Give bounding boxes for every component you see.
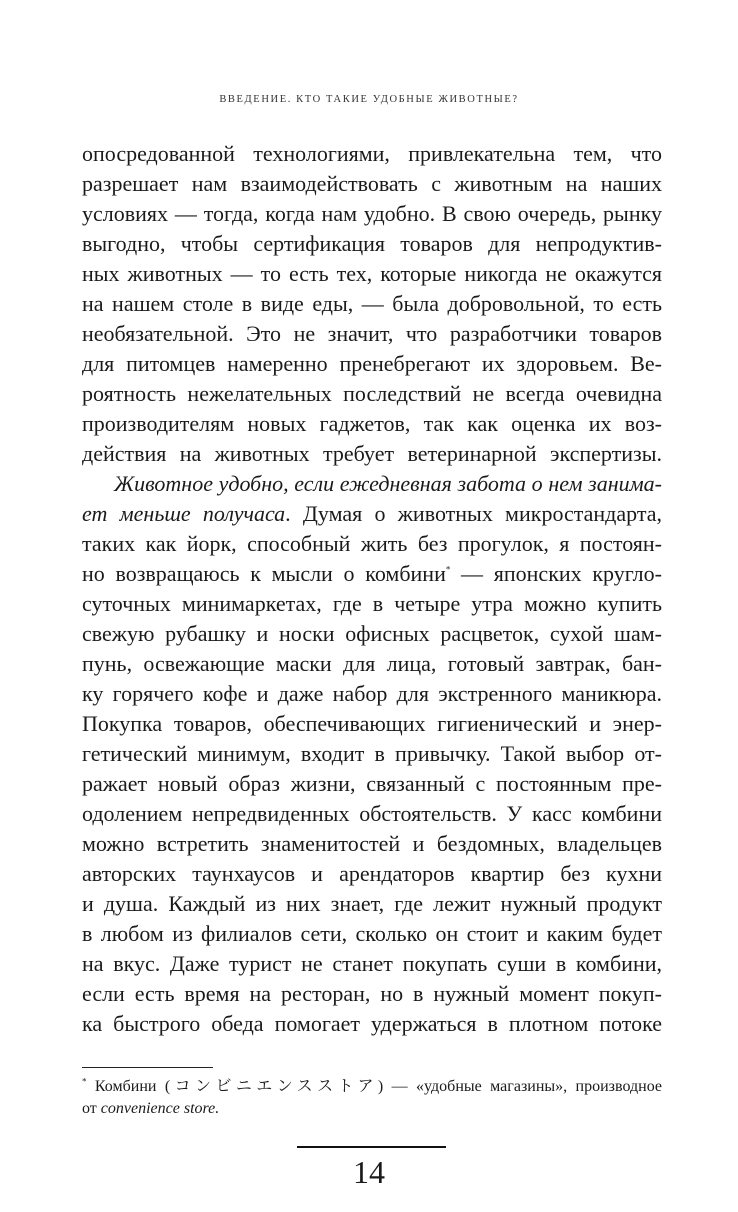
footnote-marker: * bbox=[82, 1076, 87, 1087]
text-segment: можно встретить знаменитостей и бездомных, владельцев bbox=[82, 831, 662, 856]
text-segment: Животное удобно, если ежедневная забота о нем занима- bbox=[114, 471, 662, 496]
text-line bbox=[82, 799, 662, 829]
text-segment: для питомцев намеренно пренебрегают их здоровьем. Ве- bbox=[82, 351, 662, 376]
text-segment: гетический минимум, входит в привычку. Такой выбор от- bbox=[82, 741, 662, 766]
text-line bbox=[82, 1009, 662, 1039]
footnote-text: Комбини (コンビニエンスストア) — «удобные магазины», производное bbox=[94, 1078, 662, 1095]
footnote-divider bbox=[82, 1067, 213, 1068]
text-line bbox=[82, 559, 662, 589]
footnote-italic-term: convenience store. bbox=[100, 1100, 220, 1117]
text-segment: авторских таунхаусов и арендаторов квартир без кухни bbox=[82, 861, 662, 886]
text-segment: в любом из филиалов сети, сколько он стоит и каким будет bbox=[82, 921, 662, 946]
text-segment: пунь, освежающие маски для лица, готовый завтрак, бан- bbox=[82, 651, 662, 676]
text-line bbox=[82, 499, 662, 529]
page-number: 14 bbox=[353, 1154, 385, 1190]
text-line bbox=[82, 679, 662, 709]
text-line bbox=[82, 379, 662, 409]
text-segment: условиях — тогда, когда нам удобно. В свою очередь, рынку bbox=[82, 201, 662, 226]
text-segment: на вкус. Даже турист не станет покупать суши в комбини, bbox=[82, 951, 662, 976]
text-line bbox=[82, 859, 662, 889]
footnote-prefix: от bbox=[82, 1100, 97, 1117]
text-segment: ет меньше получаса bbox=[82, 501, 286, 526]
text-segment: ражает новый образ жизни, связанный с постоянным пре- bbox=[82, 771, 662, 796]
text-segment: . Думая о животных микростандарта, bbox=[285, 501, 662, 526]
text-line bbox=[82, 619, 662, 649]
text-segment: действия на животных требует ветеринарной экспертизы. bbox=[82, 441, 662, 466]
text-segment: выгодно, чтобы сертификация товаров для непродуктив- bbox=[82, 231, 662, 256]
text-segment: производителям новых гаджетов, так как оценка их воз- bbox=[82, 411, 662, 436]
text-segment: разрешает нам взаимодействовать с животным на наших bbox=[82, 171, 662, 196]
text-segment: одолением непредвиденных обстоятельств. У касс комбини bbox=[82, 801, 662, 826]
text-segment: свежую рубашку и носки офисных расцветок, сухой шам- bbox=[82, 621, 662, 646]
text-line bbox=[82, 319, 662, 349]
running-header: ВВЕДЕНИЕ. КТО ТАКИЕ УДОБНЫЕ ЖИВОТНЫЕ? bbox=[219, 94, 519, 105]
text-line bbox=[82, 439, 662, 469]
text-line bbox=[82, 259, 662, 289]
text-line bbox=[82, 409, 662, 439]
text-line bbox=[82, 349, 662, 379]
body-text bbox=[82, 139, 662, 1039]
text-segment: роятность нежелательных последствий не всегда очевидна bbox=[82, 381, 662, 406]
text-line bbox=[82, 739, 662, 769]
text-line bbox=[82, 199, 662, 229]
text-segment: если есть время на ресторан, но в нужный момент покуп- bbox=[82, 981, 662, 1006]
text-segment: необязательной. Это не значит, что разработчики товаров bbox=[82, 321, 662, 346]
text-line bbox=[82, 169, 662, 199]
text-segment: ку горячего кофе и даже набор для экстренного маникюра. bbox=[82, 681, 662, 706]
text-segment: таких как йорк, способный жить без прогулок, я постоян- bbox=[82, 531, 662, 556]
text-segment: и душа. Каждый из них знает, где лежит нужный продукт bbox=[82, 891, 662, 916]
text-line bbox=[82, 829, 662, 859]
footnote bbox=[82, 1076, 662, 1120]
text-line bbox=[82, 589, 662, 619]
text-line bbox=[82, 649, 662, 679]
text-segment: опосредованной технологиями, привлекательна тем, что bbox=[82, 141, 662, 166]
text-line bbox=[82, 529, 662, 559]
text-segment: на нашем столе в виде еды, — была добровольной, то есть bbox=[82, 291, 662, 316]
footnote-line-2 bbox=[82, 1098, 662, 1120]
footnote-line-1 bbox=[82, 1076, 662, 1098]
text-line bbox=[82, 709, 662, 739]
text-line bbox=[82, 229, 662, 259]
text-segment: ных животных — то есть тех, которые никогда не окажутся bbox=[82, 261, 662, 286]
text-segment: суточных минимаркетах, где в четыре утра можно купить bbox=[82, 591, 662, 616]
text-line bbox=[82, 769, 662, 799]
text-segment: Покупка товаров, обеспечивающих гигиенический и энер- bbox=[82, 711, 662, 736]
text-line bbox=[82, 469, 662, 499]
text-segment: но возвращаюсь к мысли о комбини bbox=[82, 561, 446, 586]
text-segment: — японских кругло- bbox=[450, 561, 662, 586]
text-line bbox=[82, 949, 662, 979]
text-line bbox=[82, 289, 662, 319]
text-segment: ка быстрого обеда помогает удержаться в плотном потоке bbox=[82, 1011, 662, 1036]
text-line bbox=[82, 889, 662, 919]
page-number-rule bbox=[297, 1146, 446, 1148]
text-line bbox=[82, 139, 662, 169]
text-line bbox=[82, 919, 662, 949]
text-line bbox=[82, 979, 662, 1009]
footnote-marker: * bbox=[445, 564, 451, 575]
